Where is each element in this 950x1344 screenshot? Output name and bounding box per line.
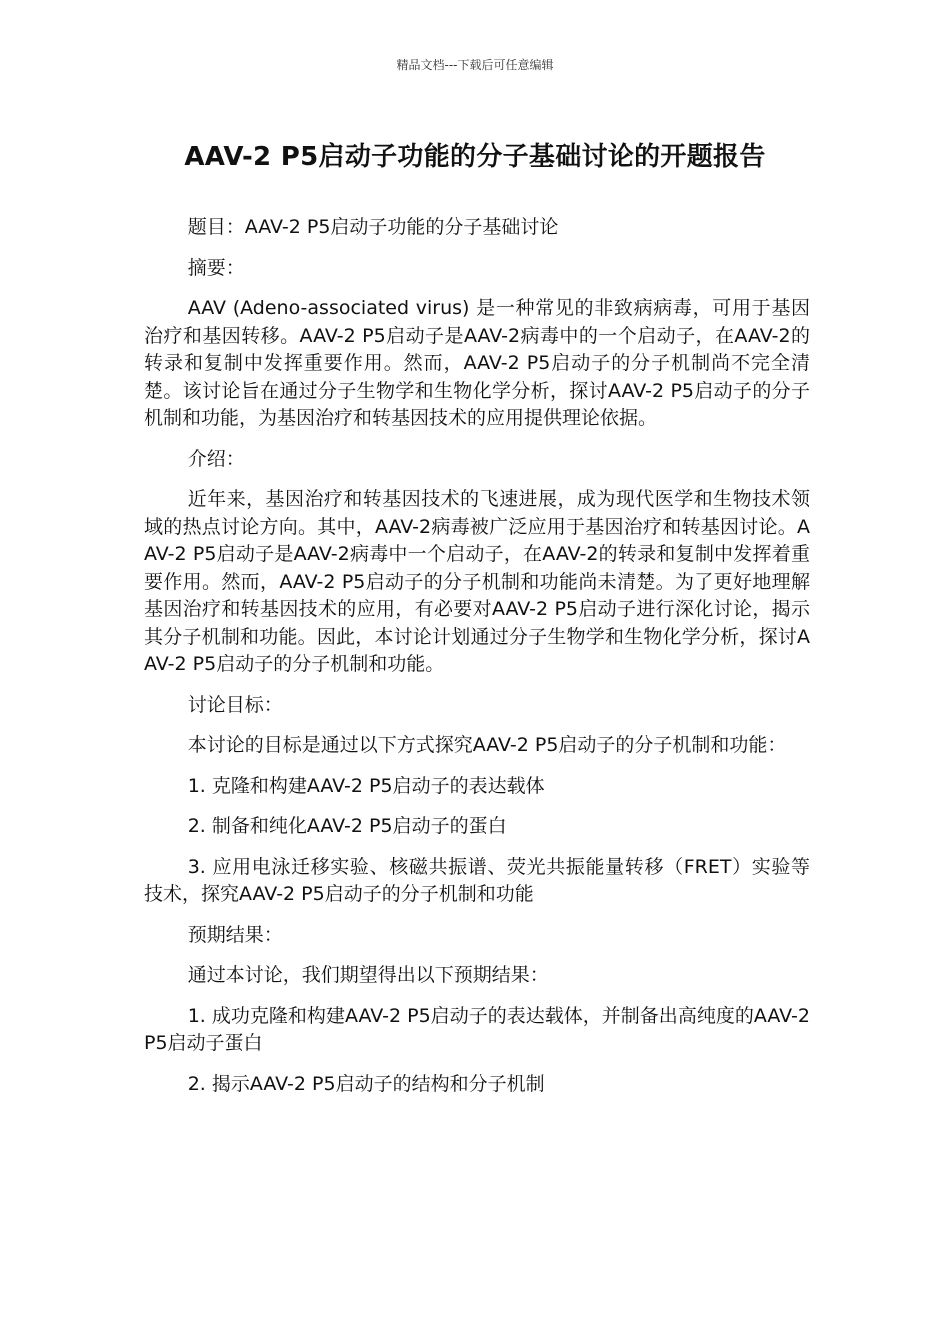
page-header-note: 精品文档---下载后可任意编辑	[396, 58, 554, 72]
abstract-heading: 摘要：	[187, 256, 245, 279]
expected-results-heading: 预期结果：	[187, 923, 283, 946]
document-title: AAV-2 P5启动子功能的分子基础讨论的开题报告	[184, 142, 766, 172]
objective-item-2: 2. 制备和纯化AAV-2 P5启动子的蛋白	[187, 815, 507, 837]
objective-item-1: 1. 克隆和构建AAV-2 P5启动子的表达载体	[187, 774, 545, 797]
objectives-intro: 本讨论的目标是通过以下方式探究AAV-2 P5启动子的分子机制和功能：	[187, 734, 787, 756]
document-body	[144, 214, 810, 1111]
objective-item-3: 3. 应用电泳迁移实验、核磁共振谱、荧光共振能量转移（FRET）实验等技术，探究AAV-2 P5启动子的分子机制和功能	[144, 855, 810, 905]
topic-line: 题目：AAV-2 P5启动子功能的分子基础讨论	[187, 216, 559, 238]
expected-result-item-1: 1. 成功克隆和构建AAV-2 P5启动子的表达载体，并制备出高纯度的AAV-2 P5启动子蛋白	[144, 1004, 810, 1054]
expected-results-intro: 通过本讨论，我们期望得出以下预期结果：	[187, 964, 549, 986]
introduction-heading: 介绍：	[187, 447, 245, 470]
abstract-paragraph: AAV (Adeno-associated virus) 是一种常见的非致病病毒，可用于基因治疗和基因转移。AAV-2 P5启动子是AAV-2病毒中的一个启动子，在AAV-2的转录和复制中发挥重要作用。然而，AAV-2 P5启动子的分子机制尚不完全清楚。该讨论旨在通过分子生物学和生物化学分析，探讨AAV-2 P5启动子的分子机制和功能，为基因治疗和转基因技术的应用提供理论依据。	[144, 297, 810, 429]
objectives-heading: 讨论目标：	[187, 693, 283, 716]
introduction-paragraph: 近年来，基因治疗和转基因技术的飞速进展，成为现代医学和生物技术领域的热点讨论方向。其中，AAV-2病毒被广泛应用于基因治疗和转基因讨论。AAV-2 P5启动子是AAV-2病毒中一个启动子，在AAV-2的转录和复制中发挥着重要作用。然而，AAV-2 P5启动子的分子机制和功能尚未清楚。为了更好地理解基因治疗和转基因技术的应用，有必要对AAV-2 P5启动子进行深化讨论，揭示其分子机制和功能。因此，本讨论计划通过分子生物学和生物化学分析，探讨AAV-2 P5启动子的分子机制和功能。	[144, 488, 810, 675]
expected-result-item-2: 2. 揭示AAV-2 P5启动子的结构和分子机制	[187, 1072, 545, 1095]
